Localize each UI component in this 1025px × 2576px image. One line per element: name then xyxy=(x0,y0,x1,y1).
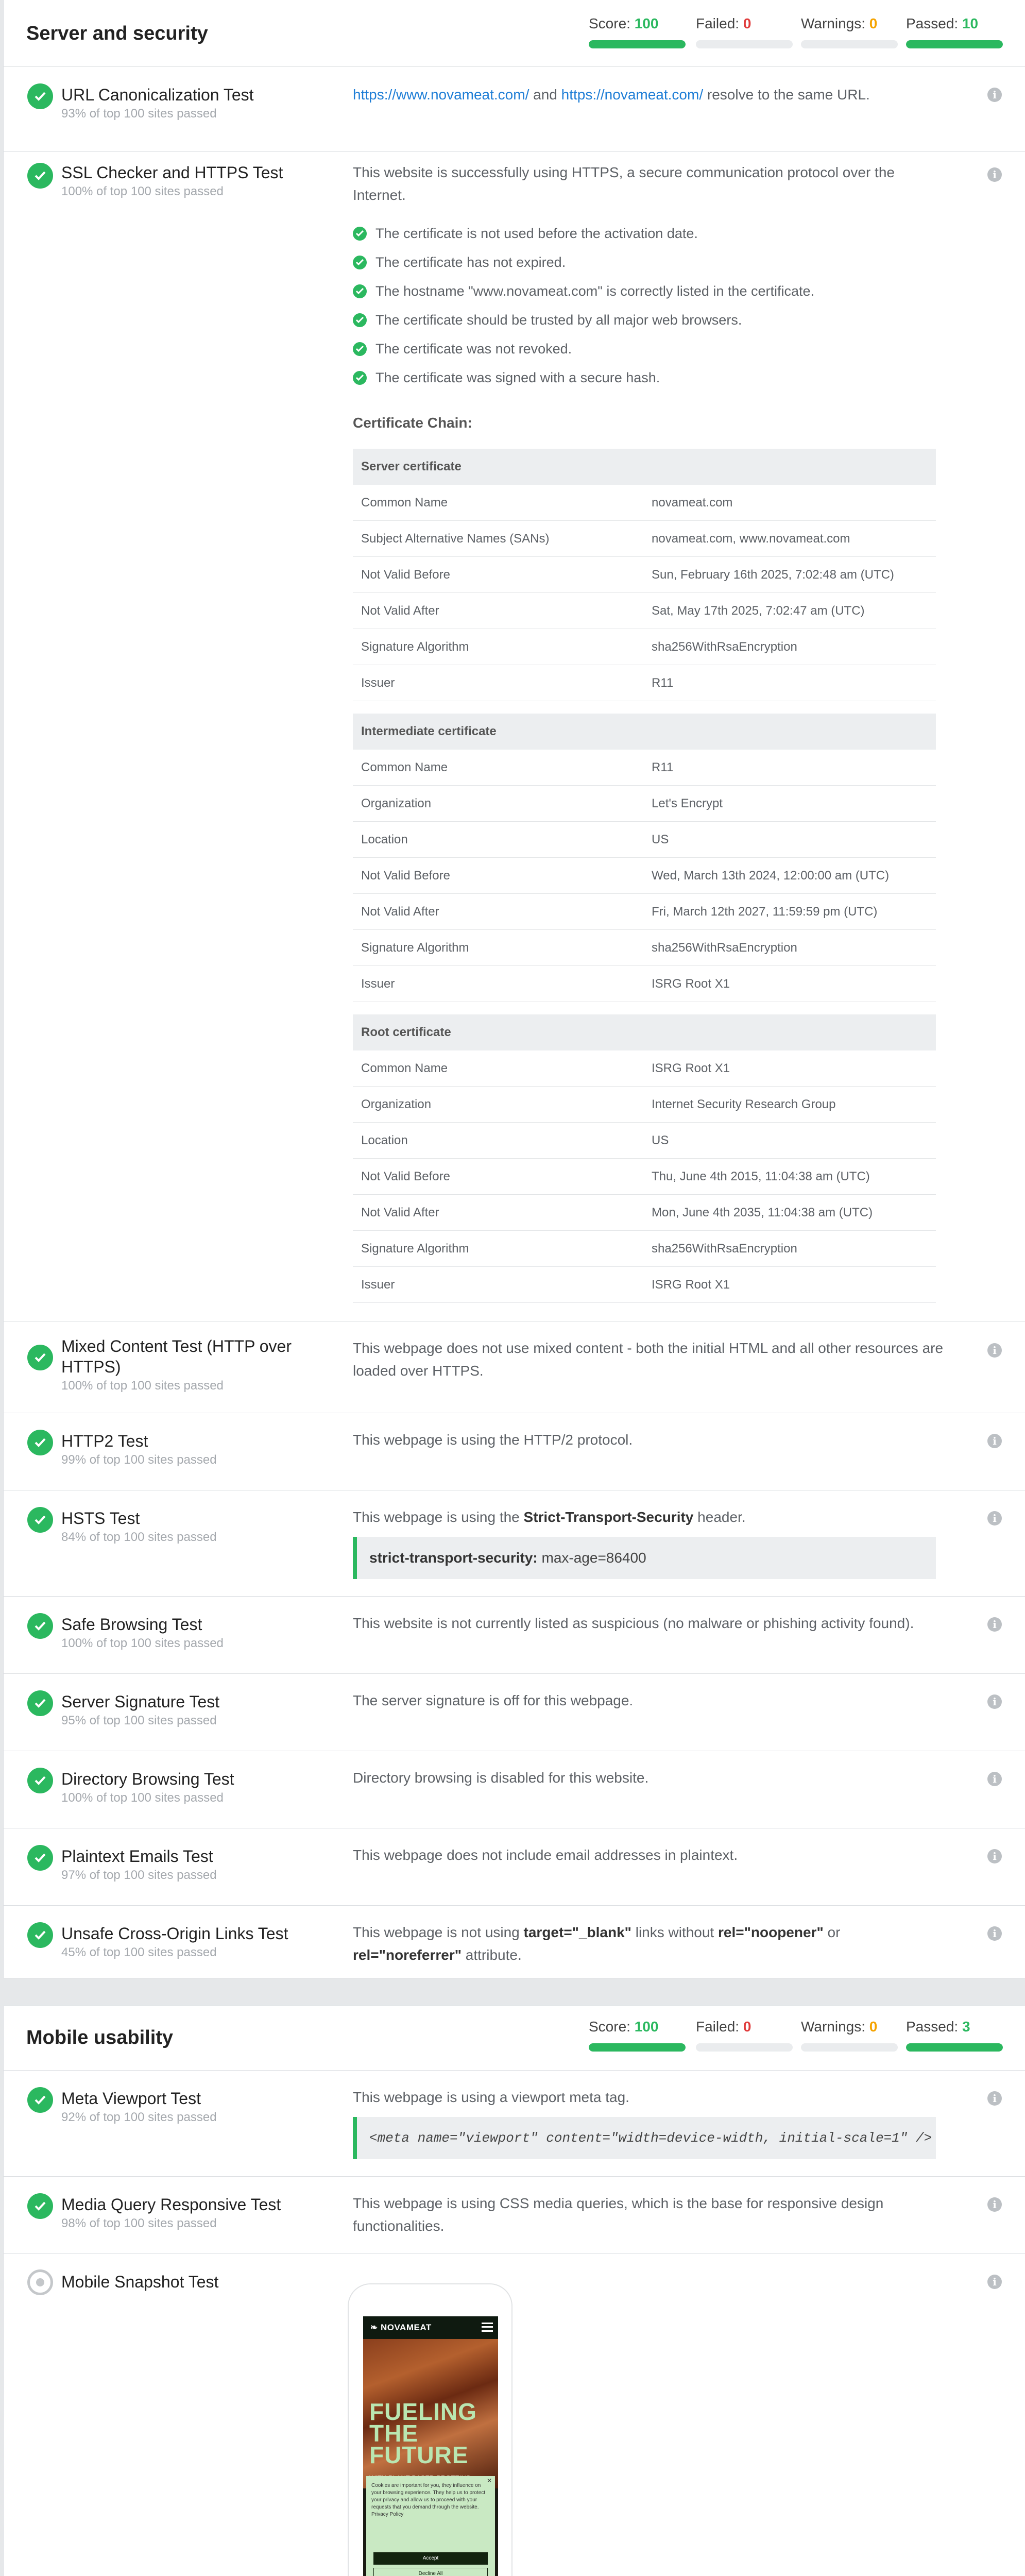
test-name xyxy=(61,1614,350,1652)
test-title: Plaintext Emails Test xyxy=(61,1847,213,1866)
section-header xyxy=(4,0,1025,67)
certificate-row xyxy=(353,593,936,629)
test-mixed-content xyxy=(4,1321,1025,1413)
site-navbar xyxy=(363,2316,498,2339)
certificate-row xyxy=(353,521,936,557)
score-bar xyxy=(589,2043,686,2052)
field-value: R11 xyxy=(652,760,674,774)
test-description xyxy=(353,1921,945,1967)
desc-text: or xyxy=(827,1924,841,1940)
field-value: Internet Security Research Group xyxy=(652,1097,836,1111)
desc-text: This webpage is using the xyxy=(353,1509,520,1525)
failed-bar xyxy=(696,40,793,48)
test-description: This webpage does not use mixed content - both the initial HTML and all other resources are loaded over HTTPS. xyxy=(353,1340,944,1379)
desc-rest: resolve to the same URL. xyxy=(707,87,870,103)
certificate-row xyxy=(353,786,936,822)
desc-text: attribute. xyxy=(465,1947,522,1963)
passed-stat xyxy=(906,14,1003,48)
test-name xyxy=(61,1508,350,1546)
cookie-banner xyxy=(366,2476,495,2576)
score-value: 100 xyxy=(634,15,659,31)
cookie-text: Cookies are important for you, they influence on your browsing experience. They help us to protect your privacy and allow us to proceed with your requests that you demand through the website. Privacy Policy xyxy=(371,2483,486,2517)
test-name xyxy=(61,1923,350,1961)
root-url-link[interactable]: https://novameat.com/ xyxy=(561,87,704,103)
ssl-check-item xyxy=(353,219,950,248)
field-name: Not Valid Before xyxy=(361,869,450,883)
field-value: Mon, June 4th 2035, 11:04:38 am (UTC) xyxy=(652,1206,873,1219)
warnings-value: 0 xyxy=(869,15,878,31)
test-description: Directory browsing is disabled for this website. xyxy=(353,1770,649,1786)
desc-code: rel="noreferrer" xyxy=(353,1947,462,1963)
test-description: This webpage is using CSS media queries, which is the base for responsive design functionalities. xyxy=(353,2195,884,2234)
ssl-check-item xyxy=(353,306,950,334)
warnings-stat xyxy=(801,2018,898,2052)
test-title: HTTP2 Test xyxy=(61,1432,148,1450)
test-directory-browsing xyxy=(4,1751,1025,1828)
field-name: Signature Algorithm xyxy=(361,1242,469,1256)
check-icon xyxy=(27,1768,53,1793)
test-server-signature xyxy=(4,1674,1025,1751)
failed-label: Failed: xyxy=(696,2019,740,2035)
field-name: Not Valid After xyxy=(361,604,439,618)
check-text: The certificate was not revoked. xyxy=(375,341,572,357)
root-certificate-table xyxy=(353,1014,936,1303)
test-description: The server signature is off for this webpage. xyxy=(353,1692,634,1708)
score-stat xyxy=(589,14,686,48)
test-title: Mobile Snapshot Test xyxy=(61,2273,219,2291)
test-name xyxy=(61,1431,350,1469)
test-pass-rate: 100% of top 100 sites passed xyxy=(61,1791,224,1805)
info-icon[interactable]: i xyxy=(987,1511,1002,1526)
field-name: Issuer xyxy=(361,977,395,991)
test-ssl-https xyxy=(4,152,1025,1321)
field-name: Common Name xyxy=(361,1061,448,1075)
test-description xyxy=(353,1506,945,1529)
field-name: Subject Alternative Names (SANs) xyxy=(361,532,550,546)
certificate-chain-title: Certificate Chain: xyxy=(353,415,472,431)
check-icon xyxy=(353,284,367,298)
passed-label: Passed: xyxy=(906,15,959,31)
test-meta-viewport xyxy=(4,2071,1025,2177)
certificate-row xyxy=(353,894,936,930)
failed-stat xyxy=(696,2018,793,2052)
ssl-check-item xyxy=(353,248,950,277)
certificate-row xyxy=(353,665,936,701)
field-value: ISRG Root X1 xyxy=(652,977,730,991)
test-description xyxy=(353,83,945,106)
certificate-row xyxy=(353,966,936,1002)
test-pass-rate: 97% of top 100 sites passed xyxy=(61,1868,217,1882)
check-icon xyxy=(353,256,367,269)
score-bar-fill xyxy=(589,2043,686,2052)
check-icon xyxy=(27,1430,53,1455)
check-text: The hostname "www.novameat.com" is correctly listed in the certificate. xyxy=(375,283,815,299)
certificate-row xyxy=(353,930,936,966)
test-description: This webpage is using a viewport meta tag. xyxy=(353,2089,629,2105)
info-icon[interactable]: i xyxy=(987,2197,1002,2212)
score-label: Score: xyxy=(589,15,630,31)
test-title: URL Canonicalization Test xyxy=(61,86,254,104)
info-icon[interactable]: i xyxy=(987,1772,1002,1786)
section-title: Server and security xyxy=(26,23,208,44)
test-pass-rate: 92% of top 100 sites passed xyxy=(61,2110,217,2124)
certificate-row xyxy=(353,858,936,894)
info-icon[interactable]: i xyxy=(987,1849,1002,1863)
test-title: Unsafe Cross-Origin Links Test xyxy=(61,1924,288,1943)
test-safe-browsing xyxy=(4,1597,1025,1674)
info-icon[interactable]: i xyxy=(987,1694,1002,1709)
passed-bar-fill xyxy=(906,40,1003,48)
test-pass-rate: 98% of top 100 sites passed xyxy=(61,2216,217,2230)
field-value: Let's Encrypt xyxy=(652,796,723,810)
test-name xyxy=(61,2088,350,2126)
info-icon[interactable]: i xyxy=(987,2275,1002,2289)
field-name: Signature Algorithm xyxy=(361,941,469,955)
warnings-bar xyxy=(801,40,898,48)
field-name: Issuer xyxy=(361,1278,395,1292)
check-icon xyxy=(353,227,367,241)
check-icon xyxy=(27,1690,53,1716)
certificate-title: Server certificate xyxy=(353,449,936,485)
check-icon xyxy=(27,163,53,189)
server-certificate-table xyxy=(353,449,936,701)
score-bar-fill xyxy=(589,40,686,48)
field-name: Common Name xyxy=(361,496,448,510)
field-name: Not Valid After xyxy=(361,1206,439,1219)
field-name: Not Valid After xyxy=(361,905,439,919)
mobile-snapshot-phone xyxy=(348,2283,512,2576)
cookie-decline-button: Decline All xyxy=(373,2568,488,2576)
field-value: novameat.com, www.novameat.com xyxy=(652,532,850,546)
test-name xyxy=(61,84,350,123)
test-media-query xyxy=(4,2177,1025,2254)
certificate-row xyxy=(353,1231,936,1267)
failed-value: 0 xyxy=(743,2019,751,2035)
header-key: strict-transport-security: xyxy=(369,1550,538,1566)
certificate-row xyxy=(353,1159,936,1195)
field-value: Sat, May 17th 2025, 7:02:47 am (UTC) xyxy=(652,604,865,618)
certificate-row xyxy=(353,822,936,858)
ssl-check-item xyxy=(353,334,950,363)
test-title: Server Signature Test xyxy=(61,1692,220,1711)
passed-bar-fill xyxy=(906,2043,1003,2052)
test-title: Mixed Content Test (HTTP over HTTPS) xyxy=(61,1337,292,1376)
header-value: max-age=86400 xyxy=(541,1550,646,1566)
check-icon xyxy=(27,83,53,109)
passed-label: Passed: xyxy=(906,2019,959,2035)
test-name xyxy=(61,2194,350,2232)
viewport-meta-code: <meta name="viewport" content="width=device-width, initial-scale=1" /> xyxy=(353,2117,936,2159)
field-value: sha256WithRsaEncryption xyxy=(652,941,797,955)
warnings-label: Warnings: xyxy=(801,2019,866,2035)
field-value: Fri, March 12th 2027, 11:59:59 pm (UTC) xyxy=(652,905,878,919)
desc-code: rel="noopener" xyxy=(718,1924,824,1940)
test-pass-rate: 93% of top 100 sites passed xyxy=(61,107,217,121)
test-title: HSTS Test xyxy=(61,1509,140,1528)
hsts-header-value xyxy=(353,1537,936,1579)
leaf-icon: ❧ xyxy=(370,2323,378,2332)
field-name: Signature Algorithm xyxy=(361,640,469,654)
field-value: sha256WithRsaEncryption xyxy=(652,640,797,654)
check-icon xyxy=(353,371,367,385)
test-pass-rate: 45% of top 100 sites passed xyxy=(61,1945,217,1959)
logo-text: NOVAMEAT xyxy=(380,2323,432,2332)
failed-bar xyxy=(696,2043,793,2052)
hero-heading: FUELING THE FUTURE xyxy=(369,2398,477,2468)
mobile-usability-section xyxy=(3,2006,1025,2576)
test-pass-rate: 84% of top 100 sites passed xyxy=(61,1530,217,1544)
certificate-row xyxy=(353,485,936,521)
warnings-stat xyxy=(801,14,898,48)
test-description: This webpage does not include email addresses in plaintext. xyxy=(353,1847,738,1863)
test-http2 xyxy=(4,1413,1025,1490)
score-value: 100 xyxy=(634,2019,659,2035)
field-value: US xyxy=(652,1133,669,1147)
test-title: Meta Viewport Test xyxy=(61,2089,201,2108)
intermediate-certificate-table xyxy=(353,714,936,1002)
desc-text: header. xyxy=(697,1509,746,1525)
test-description: This website is successfully using HTTPS, a secure communication protocol over the Internet. xyxy=(353,164,895,203)
field-value: novameat.com xyxy=(652,496,733,510)
field-value: US xyxy=(652,833,669,846)
field-name: Location xyxy=(361,1133,408,1147)
test-url-canonicalization xyxy=(4,67,1025,152)
certificate-title: Intermediate certificate xyxy=(353,714,936,750)
test-pass-rate: 100% of top 100 sites passed xyxy=(61,1379,224,1393)
field-name: Not Valid Before xyxy=(361,1170,450,1183)
check-icon xyxy=(27,1845,53,1871)
certificate-row xyxy=(353,1050,936,1087)
check-icon xyxy=(27,1345,53,1370)
check-text: The certificate has not expired. xyxy=(375,255,566,270)
field-value: R11 xyxy=(652,676,674,690)
field-name: Location xyxy=(361,833,408,846)
test-name xyxy=(61,1846,350,1884)
field-name: Organization xyxy=(361,796,432,810)
passed-value: 10 xyxy=(962,15,979,31)
ssl-checklist xyxy=(353,219,950,392)
passed-value: 3 xyxy=(962,2019,970,2035)
field-name: Issuer xyxy=(361,676,395,690)
cookie-accept-button: Accept xyxy=(373,2552,488,2565)
check-icon xyxy=(27,1613,53,1639)
failed-value: 0 xyxy=(743,15,751,31)
ssl-check-item xyxy=(353,363,950,392)
info-icon[interactable]: i xyxy=(987,1343,1002,1358)
certificate-row xyxy=(353,557,936,593)
warnings-label: Warnings: xyxy=(801,15,866,31)
test-hsts xyxy=(4,1490,1025,1597)
field-value: ISRG Root X1 xyxy=(652,1061,730,1075)
test-mobile-snapshot xyxy=(4,2254,1025,2576)
info-icon[interactable]: i xyxy=(987,1926,1002,1941)
close-icon: ✕ xyxy=(486,2477,492,2484)
certificate-row xyxy=(353,1087,936,1123)
test-title: Media Query Responsive Test xyxy=(61,2195,281,2214)
warnings-value: 0 xyxy=(869,2019,878,2035)
certificate-row xyxy=(353,629,936,665)
section-title: Mobile usability xyxy=(26,2027,174,2048)
score-label: Score: xyxy=(589,2019,630,2035)
test-title: SSL Checker and HTTPS Test xyxy=(61,163,283,182)
desc-code: target="_blank" xyxy=(523,1924,631,1940)
certificate-title: Root certificate xyxy=(353,1014,936,1050)
field-value: Sun, February 16th 2025, 7:02:48 am (UTC) xyxy=(652,568,894,582)
passed-stat xyxy=(906,2018,1003,2052)
desc-and: and xyxy=(533,87,557,103)
certificate-row xyxy=(353,1267,936,1303)
test-pass-rate: 100% of top 100 sites passed xyxy=(61,1636,224,1650)
phone-screen xyxy=(363,2316,498,2576)
failed-stat xyxy=(696,14,793,48)
field-name: Common Name xyxy=(361,760,448,774)
certificate-row xyxy=(353,1123,936,1159)
check-text: The certificate is not used before the activation date. xyxy=(375,226,698,241)
certificate-row xyxy=(353,1195,936,1231)
site-logo xyxy=(370,2323,432,2333)
info-icon[interactable]: i xyxy=(987,1617,1002,1632)
hero-image xyxy=(363,2339,498,2488)
info-icon[interactable]: i xyxy=(987,88,1002,102)
failed-label: Failed: xyxy=(696,15,740,31)
check-icon xyxy=(27,1922,53,1948)
test-pass-rate: 95% of top 100 sites passed xyxy=(61,1714,217,1727)
desc-text: links without xyxy=(635,1924,714,1940)
desc-header-name: Strict-Transport-Security xyxy=(523,1509,694,1525)
test-description: This webpage is using the HTTP/2 protocol. xyxy=(353,1432,633,1448)
passed-bar xyxy=(906,2043,1003,2052)
test-name xyxy=(61,1769,350,1807)
ssl-check-item xyxy=(353,277,950,306)
info-icon[interactable]: i xyxy=(987,2091,1002,2106)
certificate-row xyxy=(353,750,936,786)
score-stat xyxy=(589,2018,686,2052)
test-pass-rate: 99% of top 100 sites passed xyxy=(61,1453,217,1467)
test-name xyxy=(61,1691,350,1730)
hamburger-menu-icon xyxy=(482,2323,493,2332)
field-value: ISRG Root X1 xyxy=(652,1278,730,1292)
test-name xyxy=(61,162,350,200)
test-plaintext-emails xyxy=(4,1828,1025,1906)
pending-icon xyxy=(27,2269,53,2295)
check-icon xyxy=(27,2193,53,2219)
passed-bar xyxy=(906,40,1003,48)
desc-text: This webpage is not using xyxy=(353,1924,520,1940)
section-header xyxy=(4,2006,1025,2071)
field-value: Thu, June 4th 2015, 11:04:38 am (UTC) xyxy=(652,1170,870,1183)
field-name: Organization xyxy=(361,1097,432,1111)
warnings-bar xyxy=(801,2043,898,2052)
check-icon xyxy=(27,1507,53,1533)
test-title: Safe Browsing Test xyxy=(61,1615,202,1634)
field-name: Not Valid Before xyxy=(361,568,450,582)
score-bar xyxy=(589,40,686,48)
test-description: This website is not currently listed as suspicious (no malware or phishing activity found). xyxy=(353,1615,914,1631)
field-value: sha256WithRsaEncryption xyxy=(652,1242,797,1256)
check-text: The certificate should be trusted by all major web browsers. xyxy=(375,312,742,328)
check-icon xyxy=(353,313,367,327)
check-text: The certificate was signed with a secure hash. xyxy=(375,370,660,385)
test-title: Directory Browsing Test xyxy=(61,1770,234,1788)
check-icon xyxy=(353,342,367,356)
info-icon[interactable]: i xyxy=(987,1434,1002,1448)
field-value: Wed, March 13th 2024, 12:00:00 am (UTC) xyxy=(652,869,890,883)
check-icon xyxy=(27,2087,53,2113)
test-unsafe-cross-origin-links xyxy=(4,1906,1025,1983)
www-url-link[interactable]: https://www.novameat.com/ xyxy=(353,87,529,103)
test-name xyxy=(61,1336,350,1395)
server-security-section xyxy=(3,0,1025,1978)
info-icon[interactable]: i xyxy=(987,167,1002,182)
test-pass-rate: 100% of top 100 sites passed xyxy=(61,184,224,198)
